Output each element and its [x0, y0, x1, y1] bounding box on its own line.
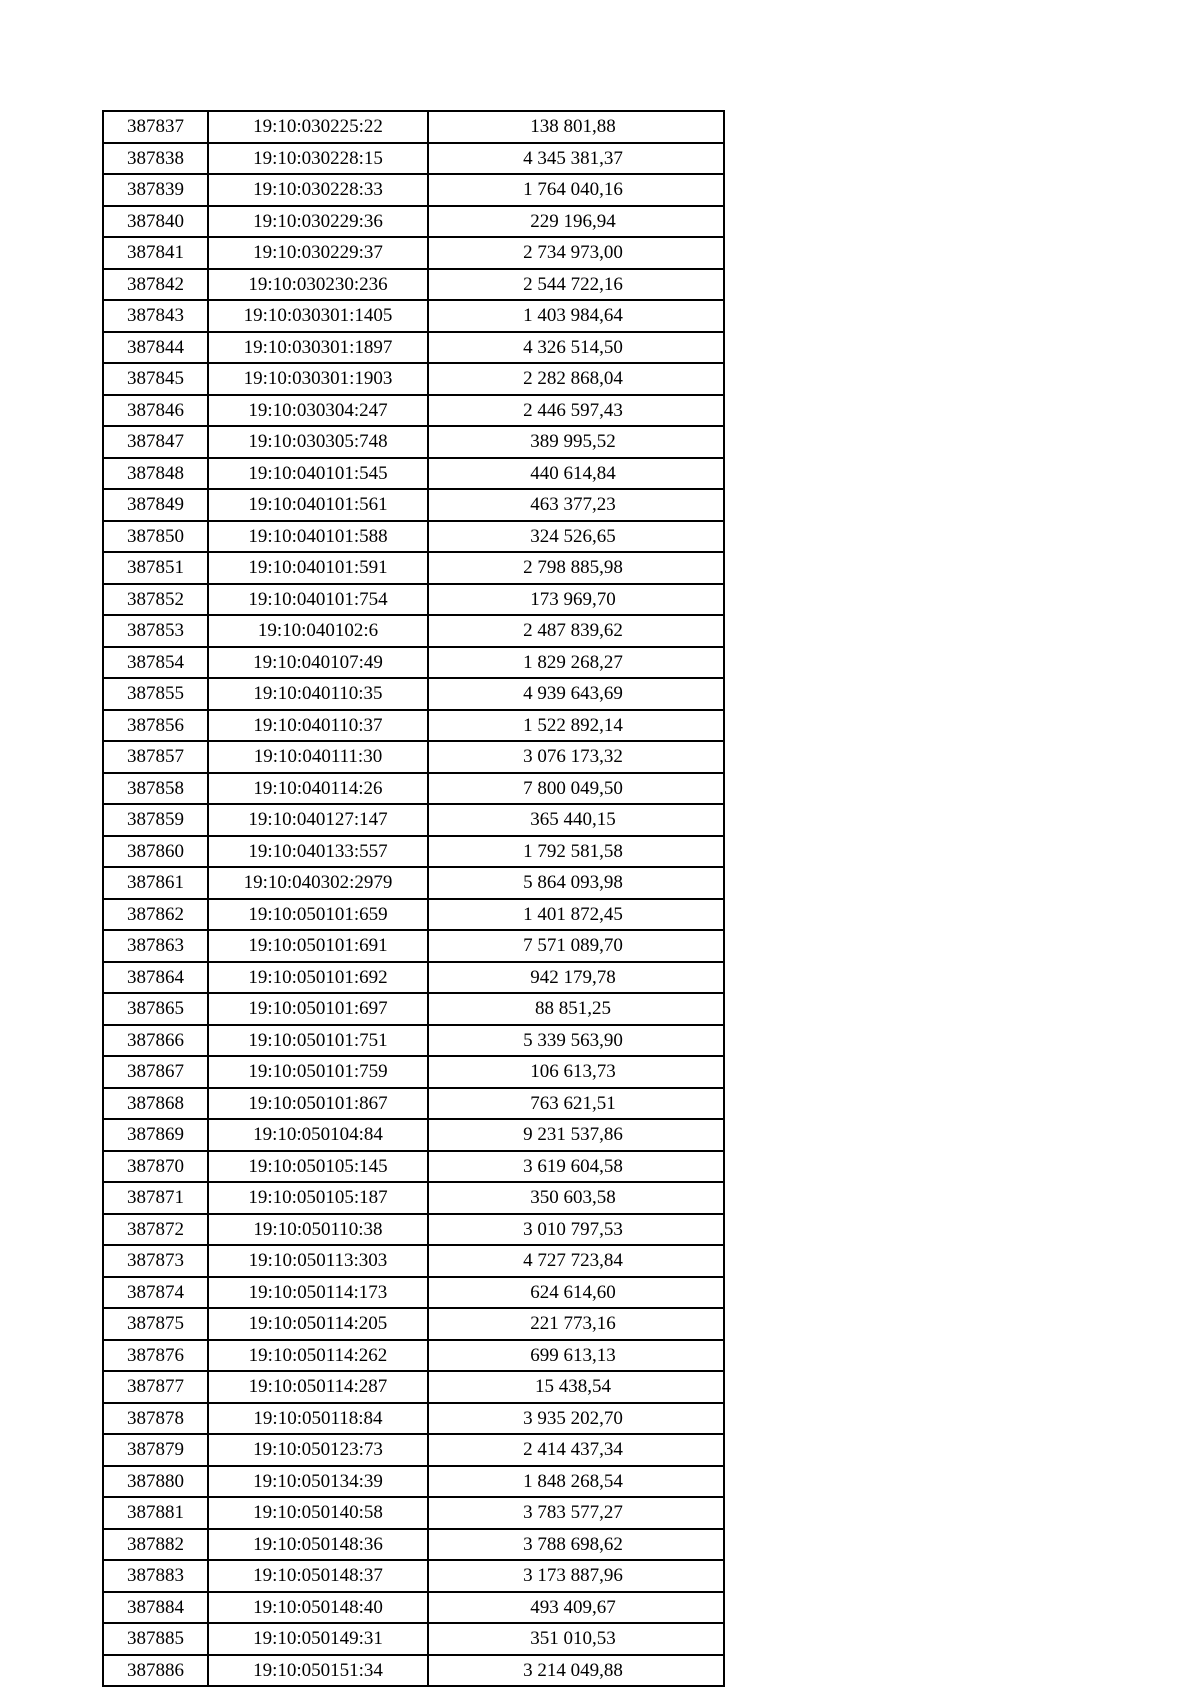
cadastral-number-cell: 19:10:050104:84 [208, 1119, 428, 1151]
cadastral-number-cell: 19:10:040127:147 [208, 804, 428, 836]
cadastral-value-text: 1 829 268,27 [523, 651, 623, 673]
row-number-cell: 387864 [103, 962, 208, 994]
table-row [103, 395, 724, 427]
cadastral-value-cell [428, 647, 724, 679]
cadastral-value-text: 1 792 581,58 [523, 840, 623, 862]
table-row [103, 143, 724, 175]
cadastral-value-text: 942 179,78 [530, 966, 616, 988]
cadastral-value-text: 2 798 885,98 [523, 557, 623, 579]
cadastral-number-cell: 19:10:030301:1897 [208, 332, 428, 364]
cadastral-value-text: 1 764 040,16 [523, 179, 623, 201]
cadastral-value-text: 2 487 839,62 [523, 620, 623, 642]
cadastral-value-cell [428, 741, 724, 773]
table-row [103, 521, 724, 553]
cadastral-value-cell [428, 1466, 724, 1498]
cadastral-value-cell [428, 332, 724, 364]
cadastral-value-cell [428, 237, 724, 269]
row-number-cell: 387875 [103, 1308, 208, 1340]
cadastral-value-cell [428, 552, 724, 584]
cadastral-number-cell: 19:10:040101:545 [208, 458, 428, 490]
cadastral-value-cell [428, 1277, 724, 1309]
cadastral-value-cell [428, 993, 724, 1025]
row-number-cell: 387837 [103, 111, 208, 143]
table-row [103, 1434, 724, 1466]
table-row [103, 867, 724, 899]
row-number-cell: 387846 [103, 395, 208, 427]
row-number-cell: 387838 [103, 143, 208, 175]
cadastral-value-text: 2 414 437,34 [523, 1439, 623, 1461]
cadastral-value-text: 324 526,65 [530, 525, 616, 547]
cadastral-value-cell [428, 1025, 724, 1057]
cadastral-value-cell [428, 1151, 724, 1183]
cadastral-value-cell [428, 962, 724, 994]
cadastral-value-text: 365 440,15 [530, 809, 616, 831]
row-number-cell: 387867 [103, 1056, 208, 1088]
cadastral-value-text: 2 544 722,16 [523, 273, 623, 295]
cadastral-number-cell: 19:10:050101:759 [208, 1056, 428, 1088]
cadastral-number-cell: 19:10:040302:2979 [208, 867, 428, 899]
table-row [103, 1371, 724, 1403]
cadastral-value-cell [428, 1308, 724, 1340]
row-number-cell: 387862 [103, 899, 208, 931]
table-row [103, 962, 724, 994]
row-number-cell: 387848 [103, 458, 208, 490]
cadastral-number-cell: 19:10:040101:588 [208, 521, 428, 553]
table-row [103, 269, 724, 301]
cadastral-value-cell [428, 773, 724, 805]
row-number-cell: 387871 [103, 1182, 208, 1214]
row-number-cell: 387854 [103, 647, 208, 679]
cadastral-value-cell [428, 804, 724, 836]
cadastral-number-cell: 19:10:040102:6 [208, 615, 428, 647]
row-number-cell: 387886 [103, 1655, 208, 1687]
cadastral-value-text: 4 345 381,37 [523, 147, 623, 169]
table-row [103, 1119, 724, 1151]
cadastral-value-cell [428, 615, 724, 647]
cadastral-number-cell: 19:10:050148:40 [208, 1592, 428, 1624]
cadastral-value-text: 4 727 723,84 [523, 1250, 623, 1272]
cadastral-value-cell [428, 1592, 724, 1624]
cadastral-number-cell: 19:10:050114:205 [208, 1308, 428, 1340]
table-row [103, 206, 724, 238]
cadastral-number-cell: 19:10:030229:36 [208, 206, 428, 238]
cadastral-value-cell [428, 1182, 724, 1214]
cadastral-value-cell [428, 1529, 724, 1561]
table-row [103, 552, 724, 584]
cadastral-value-text: 9 231 537,86 [523, 1124, 623, 1146]
row-number-cell: 387885 [103, 1623, 208, 1655]
table-row [103, 1151, 724, 1183]
cadastral-value-cell [428, 1434, 724, 1466]
table-row [103, 678, 724, 710]
cadastral-value-text: 2 446 597,43 [523, 399, 623, 421]
row-number-cell: 387860 [103, 836, 208, 868]
row-number-cell: 387840 [103, 206, 208, 238]
cadastral-number-cell: 19:10:040101:754 [208, 584, 428, 616]
cadastral-number-cell: 19:10:050113:303 [208, 1245, 428, 1277]
row-number-cell: 387877 [103, 1371, 208, 1403]
cadastral-value-text: 2 282 868,04 [523, 368, 623, 390]
table-row [103, 237, 724, 269]
cadastral-value-text: 3 788 698,62 [523, 1533, 623, 1555]
cadastral-value-text: 463 377,23 [530, 494, 616, 516]
row-number-cell: 387876 [103, 1340, 208, 1372]
row-number-cell: 387855 [103, 678, 208, 710]
table-row [103, 458, 724, 490]
cadastral-value-text: 2 734 973,00 [523, 242, 623, 264]
cadastral-number-cell: 19:10:050140:58 [208, 1497, 428, 1529]
table-row [103, 993, 724, 1025]
cadastral-number-cell: 19:10:050101:659 [208, 899, 428, 931]
cadastral-number-cell: 19:10:030230:236 [208, 269, 428, 301]
cadastral-value-text: 389 995,52 [530, 431, 616, 453]
cadastral-value-text: 1 522 892,14 [523, 714, 623, 736]
table-row [103, 710, 724, 742]
cadastral-value-cell [428, 174, 724, 206]
table-row [103, 1214, 724, 1246]
row-number-cell: 387856 [103, 710, 208, 742]
row-number-cell: 387872 [103, 1214, 208, 1246]
cadastral-number-cell: 19:10:050134:39 [208, 1466, 428, 1498]
cadastral-number-cell: 19:10:050101:692 [208, 962, 428, 994]
cadastral-number-cell: 19:10:050101:691 [208, 930, 428, 962]
table-row [103, 1466, 724, 1498]
cadastral-number-cell: 19:10:050148:36 [208, 1529, 428, 1561]
cadastral-number-cell: 19:10:040107:49 [208, 647, 428, 679]
cadastral-value-text: 350 603,58 [530, 1187, 616, 1209]
cadastral-value-text: 229 196,94 [530, 210, 616, 232]
cadastral-value-cell [428, 584, 724, 616]
row-number-cell: 387861 [103, 867, 208, 899]
cadastral-value-cell [428, 1371, 724, 1403]
cadastral-number-cell: 19:10:050101:751 [208, 1025, 428, 1057]
cadastral-number-cell: 19:10:050114:287 [208, 1371, 428, 1403]
table-row [103, 111, 724, 143]
row-number-cell: 387839 [103, 174, 208, 206]
cadastral-number-cell: 19:10:050114:262 [208, 1340, 428, 1372]
row-number-cell: 387841 [103, 237, 208, 269]
cadastral-number-cell: 19:10:050105:145 [208, 1151, 428, 1183]
table-row [103, 1592, 724, 1624]
cadastral-value-text: 4 939 643,69 [523, 683, 623, 705]
cadastral-value-text: 1 403 984,64 [523, 305, 623, 327]
cadastral-number-cell: 19:10:050151:34 [208, 1655, 428, 1687]
table-row [103, 773, 724, 805]
cadastral-value-cell [428, 678, 724, 710]
cadastral-number-cell: 19:10:040101:591 [208, 552, 428, 584]
cadastral-value-cell [428, 1214, 724, 1246]
row-number-cell: 387865 [103, 993, 208, 1025]
cadastral-value-cell [428, 395, 724, 427]
cadastral-value-text: 221 773,16 [530, 1313, 616, 1335]
cadastral-number-cell: 19:10:050105:187 [208, 1182, 428, 1214]
table-row [103, 332, 724, 364]
cadastral-value-text: 3 214 049,88 [523, 1659, 623, 1681]
table-row [103, 899, 724, 931]
table-row [103, 1560, 724, 1592]
row-number-cell: 387878 [103, 1403, 208, 1435]
cadastral-value-cell [428, 363, 724, 395]
cadastral-value-text: 106 613,73 [530, 1061, 616, 1083]
cadastral-number-cell: 19:10:040110:37 [208, 710, 428, 742]
cadastral-number-cell: 19:10:040111:30 [208, 741, 428, 773]
row-number-cell: 387852 [103, 584, 208, 616]
cadastral-number-cell: 19:10:040101:561 [208, 489, 428, 521]
cadastral-value-cell [428, 1340, 724, 1372]
row-number-cell: 387884 [103, 1592, 208, 1624]
table-row [103, 584, 724, 616]
cadastral-value-text: 624 614,60 [530, 1281, 616, 1303]
row-number-cell: 387850 [103, 521, 208, 553]
table-row [103, 1655, 724, 1687]
cadastral-value-cell [428, 1119, 724, 1151]
cadastral-value-cell [428, 1497, 724, 1529]
cadastral-value-cell [428, 710, 724, 742]
table-row [103, 804, 724, 836]
cadastral-value-text: 3 619 604,58 [523, 1155, 623, 1177]
row-number-cell: 387882 [103, 1529, 208, 1561]
cadastral-value-text: 138 801,88 [530, 116, 616, 138]
cadastral-value-text: 440 614,84 [530, 462, 616, 484]
cadastral-value-text: 173 969,70 [530, 588, 616, 610]
cadastral-number-cell: 19:10:030228:15 [208, 143, 428, 175]
table-row [103, 1308, 724, 1340]
cadastral-value-text: 88 851,25 [535, 998, 611, 1020]
row-number-cell: 387842 [103, 269, 208, 301]
cadastral-number-cell: 19:10:040133:557 [208, 836, 428, 868]
cadastral-number-cell: 19:10:050148:37 [208, 1560, 428, 1592]
row-number-cell: 387859 [103, 804, 208, 836]
cadastral-number-cell: 19:10:050101:697 [208, 993, 428, 1025]
cadastral-value-text: 1 401 872,45 [523, 903, 623, 925]
cadastral-value-text: 7 571 089,70 [523, 935, 623, 957]
row-number-cell: 387858 [103, 773, 208, 805]
cadastral-value-cell [428, 206, 724, 238]
row-number-cell: 387881 [103, 1497, 208, 1529]
cadastral-value-cell [428, 1245, 724, 1277]
cadastral-number-cell: 19:10:050118:84 [208, 1403, 428, 1435]
row-number-cell: 387863 [103, 930, 208, 962]
table-row [103, 1056, 724, 1088]
cadastral-number-cell: 19:10:040114:26 [208, 773, 428, 805]
table-row [103, 647, 724, 679]
table-row [103, 489, 724, 521]
table-row [103, 615, 724, 647]
cadastral-number-cell: 19:10:030304:247 [208, 395, 428, 427]
cadastral-value-text: 1 848 268,54 [523, 1470, 623, 1492]
table-body [103, 111, 724, 1686]
row-number-cell: 387880 [103, 1466, 208, 1498]
cadastral-value-cell [428, 1623, 724, 1655]
row-number-cell: 387843 [103, 300, 208, 332]
row-number-cell: 387866 [103, 1025, 208, 1057]
cadastral-value-cell [428, 143, 724, 175]
row-number-cell: 387847 [103, 426, 208, 458]
table-row [103, 426, 724, 458]
table-row [103, 836, 724, 868]
table-row [103, 363, 724, 395]
cadastral-value-text: 3 935 202,70 [523, 1407, 623, 1429]
row-number-cell: 387844 [103, 332, 208, 364]
table-row [103, 300, 724, 332]
table-row [103, 1340, 724, 1372]
table-row [103, 1403, 724, 1435]
cadastral-number-cell: 19:10:030301:1903 [208, 363, 428, 395]
cadastral-value-table [102, 110, 725, 1687]
cadastral-value-text: 493 409,67 [530, 1596, 616, 1618]
cadastral-value-text: 3 076 173,32 [523, 746, 623, 768]
table-row [103, 1497, 724, 1529]
row-number-cell: 387879 [103, 1434, 208, 1466]
cadastral-number-cell: 19:10:050110:38 [208, 1214, 428, 1246]
table-row [103, 930, 724, 962]
row-number-cell: 387870 [103, 1151, 208, 1183]
cadastral-value-cell [428, 111, 724, 143]
row-number-cell: 387853 [103, 615, 208, 647]
row-number-cell: 387849 [103, 489, 208, 521]
table-row [103, 741, 724, 773]
cadastral-value-text: 5 864 093,98 [523, 872, 623, 894]
cadastral-value-text: 3 783 577,27 [523, 1502, 623, 1524]
table-row [103, 1529, 724, 1561]
cadastral-value-cell [428, 269, 724, 301]
row-number-cell: 387851 [103, 552, 208, 584]
cadastral-number-cell: 19:10:030229:37 [208, 237, 428, 269]
table-row [103, 1025, 724, 1057]
cadastral-number-cell: 19:10:050149:31 [208, 1623, 428, 1655]
row-number-cell: 387857 [103, 741, 208, 773]
row-number-cell: 387869 [103, 1119, 208, 1151]
cadastral-value-text: 351 010,53 [530, 1628, 616, 1650]
cadastral-value-text: 699 613,13 [530, 1344, 616, 1366]
row-number-cell: 387883 [103, 1560, 208, 1592]
cadastral-value-cell [428, 899, 724, 931]
cadastral-value-cell [428, 1088, 724, 1120]
row-number-cell: 387874 [103, 1277, 208, 1309]
cadastral-value-text: 3 173 887,96 [523, 1565, 623, 1587]
cadastral-value-cell [428, 489, 724, 521]
table-row [103, 1245, 724, 1277]
cadastral-value-cell [428, 426, 724, 458]
cadastral-number-cell: 19:10:050114:173 [208, 1277, 428, 1309]
cadastral-value-cell [428, 458, 724, 490]
cadastral-value-text: 15 438,54 [535, 1376, 611, 1398]
table-row [103, 174, 724, 206]
row-number-cell: 387845 [103, 363, 208, 395]
cadastral-number-cell: 19:10:030301:1405 [208, 300, 428, 332]
cadastral-value-text: 7 800 049,50 [523, 777, 623, 799]
cadastral-value-text: 763 621,51 [530, 1092, 616, 1114]
row-number-cell: 387868 [103, 1088, 208, 1120]
row-number-cell: 387873 [103, 1245, 208, 1277]
cadastral-value-cell [428, 1655, 724, 1687]
cadastral-number-cell: 19:10:030228:33 [208, 174, 428, 206]
cadastral-number-cell: 19:10:050123:73 [208, 1434, 428, 1466]
table-row [103, 1088, 724, 1120]
cadastral-number-cell: 19:10:050101:867 [208, 1088, 428, 1120]
table-row [103, 1182, 724, 1214]
cadastral-value-cell [428, 300, 724, 332]
cadastral-value-text: 4 326 514,50 [523, 336, 623, 358]
cadastral-value-cell [428, 521, 724, 553]
cadastral-number-cell: 19:10:030305:748 [208, 426, 428, 458]
table-row [103, 1277, 724, 1309]
cadastral-value-cell [428, 1560, 724, 1592]
cadastral-value-cell [428, 836, 724, 868]
cadastral-number-cell: 19:10:040110:35 [208, 678, 428, 710]
cadastral-value-cell [428, 930, 724, 962]
cadastral-value-cell [428, 1056, 724, 1088]
cadastral-value-text: 5 339 563,90 [523, 1029, 623, 1051]
cadastral-value-text: 3 010 797,53 [523, 1218, 623, 1240]
cadastral-number-cell: 19:10:030225:22 [208, 111, 428, 143]
cadastral-value-cell [428, 867, 724, 899]
cadastral-value-cell [428, 1403, 724, 1435]
table-row [103, 1623, 724, 1655]
